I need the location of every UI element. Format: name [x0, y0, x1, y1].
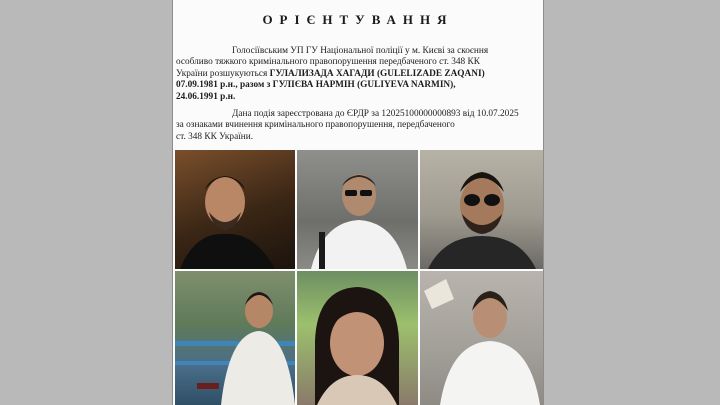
wanted-notice [172, 0, 544, 405]
p1-line-4: 07.09.1981 р.н., разом з ГУЛІЄВА НАРМІН (GULIYEVA NARMIN), [176, 80, 456, 91]
p1-line-3 [176, 69, 542, 80]
portrait-man-2-image [297, 150, 418, 269]
suspect-1-name: ГУЛАЛИЗАДА ХАГАДИ (GULELIZADE ZAQANI) [269, 68, 485, 79]
p1-line-5: 24.06.1991 р.н. [176, 91, 236, 102]
portrait-woman-2-image [297, 271, 418, 405]
p1-line-3-text: України розшукуються [176, 68, 268, 79]
p2-line-3: ст. 348 КК України. [176, 131, 254, 142]
notice-paragraph-2 [176, 109, 542, 143]
portrait-woman-1-image [175, 271, 295, 405]
suspect-photo-man-3 [420, 150, 543, 269]
portrait-woman-3-image [420, 271, 543, 405]
p2-line-1: Дана подія зареєстрована до ЄРДР за 12025100000000893 від 10.07.2025 [232, 109, 519, 119]
suspect-photo-woman-1 [175, 271, 295, 405]
suspect-photos [175, 150, 543, 405]
p1-line-1: Голосіївським УП ГУ Національної поліції у м. Києві за скоєння [232, 46, 489, 56]
portrait-man-3-image [420, 150, 543, 269]
p2-line-2: за ознаками вчинення кримінального правопорушення, передбаченого [176, 120, 455, 131]
suspect-photo-man-2 [297, 150, 418, 269]
suspect-photo-man-1 [175, 150, 295, 269]
p1-line-2: особливо тяжкого кримінального правопорушення передбаченого ст. 348 КК [176, 57, 480, 68]
notice-paragraph-1 [176, 46, 542, 103]
notice-title: ОРІЄНТУВАННЯ [262, 12, 454, 27]
portrait-man-1-image [175, 150, 295, 269]
suspect-photo-woman-2 [297, 271, 418, 405]
suspect-photo-woman-3 [420, 271, 543, 405]
